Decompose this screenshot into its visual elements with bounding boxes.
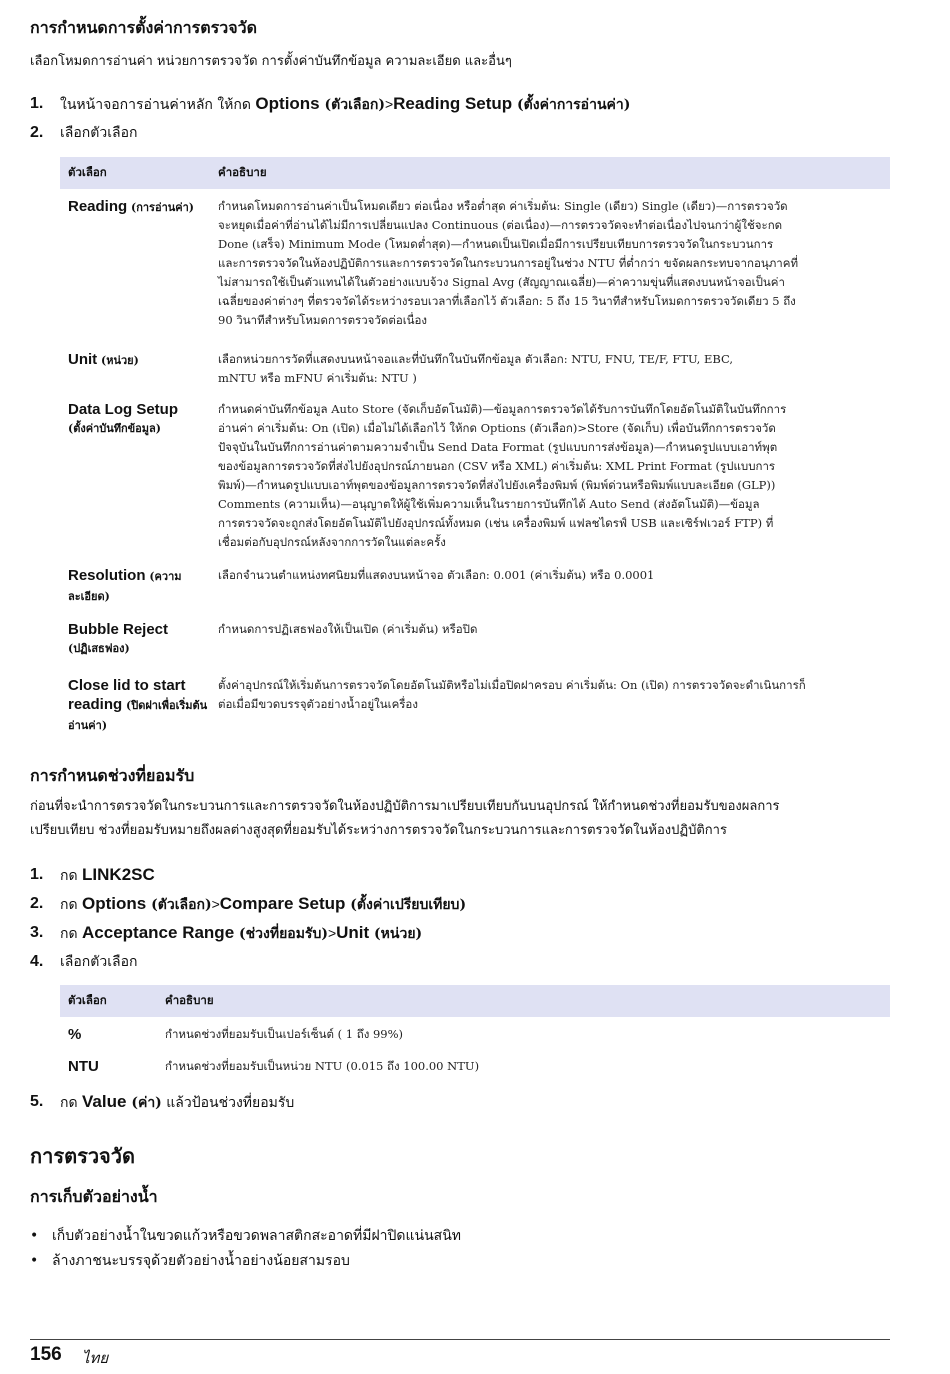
step-text: ในหน้าจอการอ่านค่าหลัก ให้กด Options (ตัวเลือก)>Reading Setup (ตั้งค่าการอ่านค่า) — [60, 94, 631, 113]
option-name: NTU — [68, 1058, 99, 1075]
option-description: กำหนดโหมดการอ่านค่าเป็นโหมดเดียว ต่อเนื่อง หรือต่ำสุด ค่าเริ่มต้น: Single (เดียว) Single (เดียว)—การตรวจวัด จะหยุดเมื่อค่าที่อ่านได้ไม่มีการเปลี่ยนแปลง Continuous (ต่อเนื่อง)—การตรวจวัดจะทำต่อเนื่องไปจนกว่าผู้ใช้จะกด Done (เสร็จ) Minimum Mode (โหมดต่ำสุด)—กำหนดเป็นเปิดเมื่อมีการเปรียบเทียบการตรวจวัดในกระบวนการ และการตรวจวัดในห้องปฏิบัติการและการตรวจวัดในกระบวนการอยู่ในช่วง NTU ที่ต่ำกว่า ขจัดผลกระทบจากอนุภาคที่ ไม่สามารถใช้เป็นตัวแทนได้ในตัวอย่างแบบจ้วง Signal Avg (สัญญาณเฉลี่ย)—ค่าความขุ่นที่แสดงบนหน้าจอเป็นค่า เฉลี่ยของค่าต่างๆ ที่ตรวจวัดได้ระหว่างรอบเวลาที่เลือกไว้ ตัวเลือก: 5 ถึง 15 วินาทีสำหรับโหมดการตรวจวัดเดียว 5 ถึง 90 วินาทีสำหรับโหมดการตรวจวัดต่อเนื่อง — [218, 199, 799, 327]
step-text: กด Options (ตัวเลือก)>Compare Setup (ตั้งค่าเปรียบเทียบ) — [60, 894, 467, 913]
step-number: 1. — [30, 866, 44, 883]
step-1 — [30, 864, 155, 887]
column-header-description: คำอธิบาย — [165, 993, 214, 1007]
section-title-acceptance-range: การกำหนดช่วงที่ยอมรับ — [30, 766, 195, 785]
table-row — [60, 620, 890, 668]
step-3 — [30, 922, 422, 945]
step-2 — [30, 122, 137, 144]
step-number: 5. — [30, 1093, 44, 1110]
section-title-measurement-settings: การกำหนดการตั้งค่าการตรวจวัด — [30, 18, 257, 37]
step-1 — [30, 93, 630, 116]
option-name: Bubble Reject (ปฏิเสธฟอง) — [68, 621, 169, 655]
table-row — [60, 1025, 890, 1053]
option-name: % — [68, 1026, 82, 1043]
option-description: ตั้งค่าอุปกรณ์ให้เริ่มต้นการตรวจวัดโดยอัตโนมัติหรือไม่เมื่อปิดฝาครอบ ค่าเริ่มต้น: On (เปิด) การตรวจวัดจะดำเนินการก็ ต่อเมื่อมีขวดบรรจุตัวอย่างน้ำอยู่ในเครื่อง — [218, 678, 806, 711]
bullet-icon: • — [30, 1228, 39, 1244]
table-row — [60, 197, 890, 342]
step-5 — [30, 1091, 294, 1114]
step-text: กด Value (ค่า) แล้วป้อนช่วงที่ยอมรับ — [60, 1092, 295, 1111]
table-row — [60, 350, 890, 394]
bullet-icon: • — [30, 1253, 39, 1269]
table-header — [60, 157, 890, 189]
step-text: กด LINK2SC — [60, 865, 155, 884]
option-description: เลือกหน่วยการวัดที่แสดงบนหน้าจอและที่บันทึกในบันทึกข้อมูล ตัวเลือก: NTU, FNU, TE/F, FTU, EBC, mNTU หรือ mFNU ค่าเริ่มต้น: NTU ) — [218, 352, 734, 385]
column-header-option: ตัวเลือก — [68, 165, 107, 179]
option-name: Close lid to start reading (ปิดฝาเพื่อเริ่มต้นอ่านค่า) — [68, 677, 208, 732]
list-item: • เก็บตัวอย่างน้ำในขวดแก้วหรือขวดพลาสติกสะอาดที่มีฝาปิดแน่นสนิท — [30, 1228, 462, 1244]
option-description: กำหนดช่วงที่ยอมรับเป็นหน่วย NTU (0.015 ถึง 100.00 NTU) — [165, 1059, 480, 1073]
option-description: กำหนดค่าบันทึกข้อมูล Auto Store (จัดเก็บอัตโนมัติ)—ข้อมูลการตรวจวัดได้รับการบันทึกโดยอัตโนมัติในบันทึกการ อ่านค่า ค่าเริ่มต้น: On (เปิด) เมื่อไม่ได้เลือกไว้ ให้กด Options (ตัวเลือก)>Store (จัดเก็บ) เพื่อบันทึกการตรวจวัด ปัจจุบันในบันทึกการอ่านค่าตามความจำเป็น Send Data Format (รูปแบบการส่งข้อมูล)—กำหนดรูปแบบเอาท์พุต ของข้อมูลการตรวจวัดที่ส่งไปยังอุปกรณ์ภายนอก (CSV หรือ XML) ค่าเริ่มต้น: XML Print Format (รูปแบบการ พิมพ์)—กำหนดรูปแบบเอาท์พุตของข้อมูลการตรวจวัดที่ส่งไปยังเครื่องพิมพ์ (พิมพ์ด่วนหรือพิมพ์แบบละเอียด (GLP)) Comments (ความเห็น)—อนุญาตให้ผู้ใช้เพิ่มความเห็นในรายการบันทึกได้ Auto Send (ส่งอัตโนมัติ)—ข้อมูล การตรวจวัดจะถูกส่งโดยอัตโนมัติไปยังอุปกรณ์ทั้งหมด (เช่น เครื่องพิมพ์ แฟลชไดรฟ์ USB และเซิร์ฟเวอร์ FTP) ที่ เชื่อมต่อกับอุปกรณ์หลังจากการวัดในแต่ละครั้ง — [218, 402, 787, 549]
option-name: Reading (การอ่านค่า) — [68, 198, 195, 215]
option-description: เลือกจำนวนตำแหน่งทศนิยมที่แสดงบนหน้าจอ ตัวเลือก: 0.001 (ค่าเริ่มต้น) หรือ 0.0001 — [218, 568, 655, 582]
step-text: เลือกตัวเลือก — [60, 125, 138, 141]
options-table-reading-setup — [60, 157, 890, 736]
table-row — [60, 1057, 890, 1085]
option-description: กำหนดช่วงที่ยอมรับเป็นเปอร์เซ็นต์ ( 1 ถึง 99%) — [165, 1027, 404, 1041]
step-text: เลือกตัวเลือก — [60, 954, 138, 970]
list-item: • ล้างภาชนะบรรจุด้วยตัวอย่างน้ำอย่างน้อยสามรอบ — [30, 1253, 350, 1269]
section-title-measurement: การตรวจวัด — [30, 1144, 135, 1168]
step-text: กด Acceptance Range (ช่วงที่ยอมรับ)>Unit (หน่วย) — [60, 923, 423, 942]
option-description: กำหนดการปฏิเสธฟองให้เป็นเปิด (ค่าเริ่มต้น) หรือปิด — [218, 622, 478, 636]
step-2 — [30, 893, 466, 916]
column-header-description: คำอธิบาย — [218, 165, 267, 179]
table-row — [60, 566, 890, 614]
section-intro: ก่อนที่จะนำการตรวจวัดในกระบวนการและการตรวจวัดในห้องปฏิบัติการมาเปรียบเทียบกันบนอุปกรณ์ ให้กำหนดช่วงที่ยอมรับของผลการ เปรียบเทียบ ช่วงที่ยอมรับหมายถึงผลต่างสูงสุดที่ยอมรับได้ระหว่างการตรวจวัดในกระบวนการและการตรวจวัดในห้องปฏิบัติการ — [30, 799, 780, 838]
step-number: 2. — [30, 124, 44, 141]
option-name: Resolution (ความละเอียด) — [68, 567, 182, 603]
column-header-option: ตัวเลือก — [68, 993, 107, 1007]
table-row — [60, 676, 890, 736]
footer-language: ไทย — [82, 1349, 109, 1367]
options-table-acceptance-range — [60, 985, 890, 1085]
step-4 — [30, 951, 137, 973]
table-row — [60, 400, 890, 558]
footer-divider — [30, 1339, 890, 1340]
table-header — [60, 985, 890, 1017]
option-name: Unit (หน่วย) — [68, 351, 139, 368]
step-number: 2. — [30, 895, 44, 912]
document-page — [30, 0, 890, 1374]
option-name: Data Log Setup (ตั้งค่าบันทึกข้อมูล) — [68, 401, 179, 435]
step-number: 1. — [30, 95, 44, 112]
page-number: 156 — [30, 1344, 62, 1365]
section-intro: เลือกโหมดการอ่านค่า หน่วยการตรวจวัด การตั้งค่าบันทึกข้อมูล ความละเอียด และอื่นๆ — [30, 54, 512, 69]
step-number: 3. — [30, 924, 44, 941]
step-number: 4. — [30, 953, 44, 970]
subsection-title-sample-collection: การเก็บตัวอย่างน้ำ — [30, 1187, 158, 1206]
